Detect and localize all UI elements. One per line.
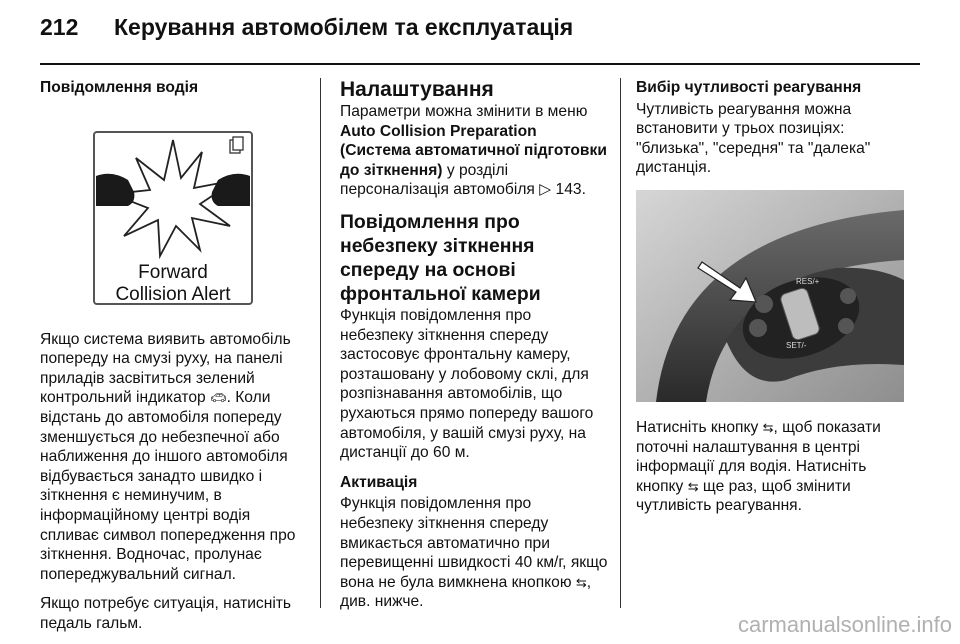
page-reference[interactable]: 143 bbox=[555, 181, 582, 199]
forward-collision-alert-illustration bbox=[40, 100, 306, 312]
res-label: RES/+ bbox=[796, 276, 820, 286]
section-heading-settings: Налаштування bbox=[340, 78, 494, 101]
forward-collision-alert-figure bbox=[40, 100, 306, 312]
steering-wheel-illustration bbox=[636, 190, 904, 402]
cancel-button[interactable] bbox=[838, 318, 854, 334]
set-label: SET/- bbox=[786, 340, 807, 350]
chapter-title: Керування автомобілем та експлуатація bbox=[114, 14, 574, 40]
speed-limiter-button[interactable] bbox=[749, 319, 767, 337]
paragraph-sensitivity: Чутливість реагування можна встановити у трьох позиціях: "близька", "середня" та "далека" дистанція. bbox=[636, 100, 871, 177]
column-1 bbox=[40, 78, 308, 644]
paragraph-detection: Якщо система виявить автомобіль попереду на смузі руху, на панелі приладів засвітиться зелений контрольний індикатор 🚗︎. Коли відстань до автомобіля попереду зменшується до небезпечної або наближення до іншого автомобіля відбувається занадто швидко і зіткнення є неминучим, в інформаційному центрі водія спливає символ попередження про зіткнення. Водночас, пролунає попереджувальний сигнал. bbox=[40, 330, 296, 583]
collision-alert-button-icon: ⇆ bbox=[762, 419, 774, 435]
collision-alert-button[interactable] bbox=[755, 295, 773, 313]
column-3 bbox=[636, 78, 906, 526]
paragraph-settings: Параметри можна змінити в меню Auto Collision Preparation (Система автоматичної підготовки до зіткнення) у розділі персоналізація автомобіля ▷ 143. bbox=[340, 103, 607, 199]
page-number: 212 bbox=[40, 14, 79, 40]
section-heading-camera-alert: Повідомлення про небезпеку зіткнення спереду на основі фронтальної камери bbox=[340, 210, 541, 305]
column-divider-2 bbox=[620, 78, 621, 608]
section-heading-driver-messages: Повідомлення водія bbox=[40, 79, 199, 96]
paragraph-camera: Функція повідомлення про небезпеку зіткнення спереду застосовує фронтальну камеру, розташовану у лобовому склі, для розпізнавання автомобілів, що рухаються прямо попереду вашого автомобіля, у вашій смузі руху, на дистанції до 60 м. bbox=[340, 306, 594, 462]
figure-label-line2: Collision Alert bbox=[115, 283, 231, 305]
page-reference-icon: ▷ bbox=[539, 181, 552, 199]
vehicle-ahead-indicator-icon: 🚗︎ bbox=[210, 390, 227, 406]
paragraph-activation: Функція повідомлення про небезпеку зіткнення спереду вмикається автоматично при перевищенні швидкості 40 км/г, якщо вона не була вимкнена кнопкою ⇆, див. нижче. bbox=[340, 495, 608, 611]
section-heading-activation: Активація bbox=[340, 473, 418, 491]
section-heading-sensitivity: Вибір чутливості реагування bbox=[636, 79, 862, 96]
paragraph-press-button: Натисніть кнопку ⇆, щоб показати поточні налаштування в центрі інформації для водія. Натисніть кнопку ⇆ ще раз, щоб змінити чутливість реагування. bbox=[636, 418, 881, 515]
cruise-button[interactable] bbox=[840, 288, 856, 304]
paragraph-brake: Якщо потребує ситуація, натисніть педаль гальм. bbox=[40, 595, 292, 632]
watermark: carmanualsonline.info bbox=[737, 612, 952, 637]
figure-label-line1: Forward bbox=[138, 261, 208, 283]
collision-alert-button-icon: ⇆ bbox=[575, 574, 587, 590]
header-rule bbox=[40, 63, 920, 65]
column-divider-1 bbox=[320, 78, 321, 608]
page-header bbox=[40, 14, 573, 41]
collision-alert-button-icon: ⇆ bbox=[687, 478, 699, 494]
steering-wheel-figure bbox=[636, 190, 904, 402]
column-2 bbox=[340, 78, 608, 622]
